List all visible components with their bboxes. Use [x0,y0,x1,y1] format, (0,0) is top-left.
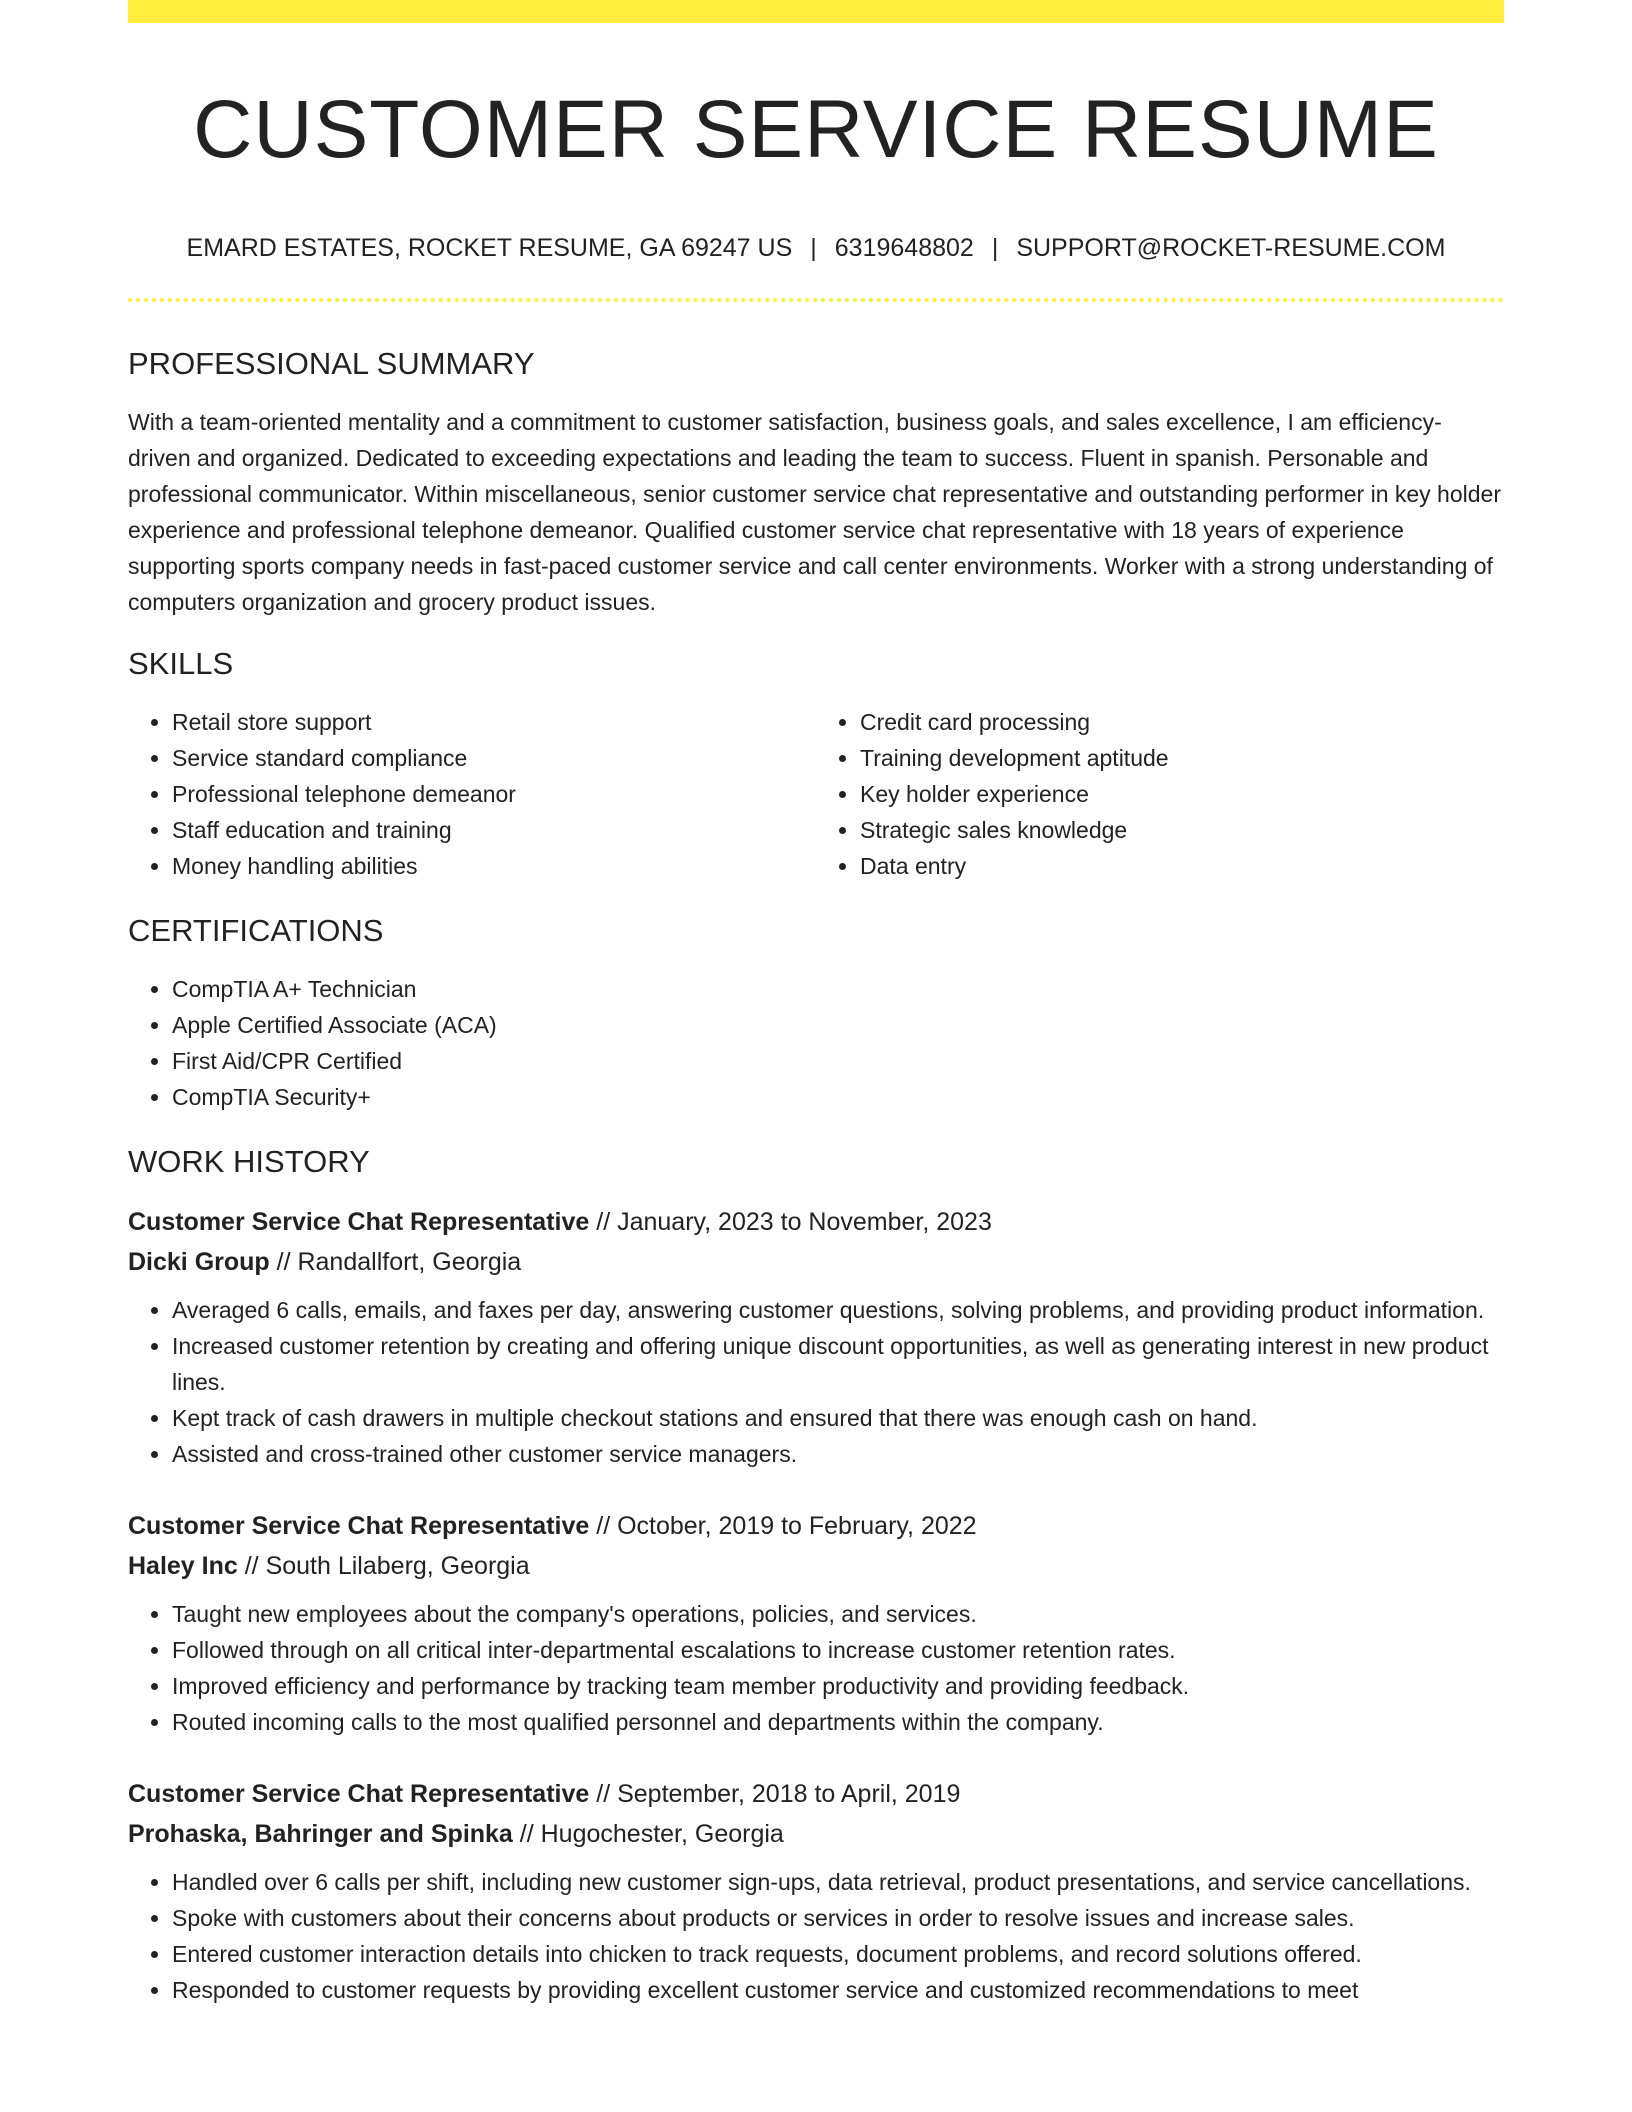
resume-title: CUSTOMER SERVICE RESUME [193,84,1439,175]
job-company: Prohaska, Bahringer and Spinka [128,1820,513,1848]
job-bullet: • Increased customer retention by creating and offering unique discount opportunities, as well as generating interest in new product lines. [172,1328,1504,1400]
job-bullet: • Entered customer interaction details into chicken to track requests, document problems, and record solutions offered. [172,1936,1504,1972]
job-bullet: • Improved efficiency and performance by tracking team member productivity and providing feedback. [172,1668,1504,1704]
work-history-heading: WORK HISTORY [128,1144,370,1179]
job-bullet: • Handled over 6 calls per shift, including new customer sign-ups, data retrieval, product presentations, and service cancellations. [172,1864,1504,1900]
skill-item: • Money handling abilities [172,848,816,884]
job-bullets [128,1596,1504,1740]
summary-text: With a team-oriented mentality and a commitment to customer satisfaction, business goals, and sales excellence, I am efficiency-driven and organized. Dedicated to exceeding expectations and leading the team to success. Fluent in spanish. Personable and professional communicator. Within miscellaneous, senior customer service chat representative and outstanding performer in key holder experience and professional telephone demeanor. Qualified customer service chat representative with 18 years of experience supporting sports company needs in fast-paced customer service and call center environments. Worker with a strong understanding of computers organization and grocery product issues. [128,409,1501,615]
job-company: Dicki Group [128,1248,270,1276]
job-bullet: • Followed through on all critical inter-departmental escalations to increase customer retention rates. [172,1632,1504,1668]
job-bullet: • Spoke with customers about their concerns about products or services in order to resolve issues and increase sales. [172,1900,1504,1936]
top-accent-bar [128,0,1504,23]
contact-address: EMARD ESTATES, ROCKET RESUME, GA 69247 US [186,234,793,262]
job-title-line [128,1506,1504,1546]
skill-item: • Staff education and training [172,812,816,848]
job-title-line [128,1202,1504,1242]
certification-item: • First Aid/CPR Certified [172,1043,1504,1079]
certification-item: • CompTIA A+ Technician [172,971,1504,1007]
job-entry [128,1774,1504,2008]
contact-phone: 6319648802 [834,234,974,262]
job-entry [128,1202,1504,1472]
skill-item: • Credit card processing [860,704,1504,740]
skill-item: • Service standard compliance [172,740,816,776]
job-location: // Hugochester, Georgia [512,1820,784,1848]
job-role: Customer Service Chat Representative [128,1208,590,1236]
job-title-line [128,1774,1504,1814]
skills-grid [128,704,1504,884]
job-company-line [128,1242,1504,1282]
skills-list-right [816,704,1504,884]
job-dates: // January, 2023 to November, 2023 [589,1208,992,1236]
job-bullet: • Assisted and cross-trained other customer service managers. [172,1436,1504,1472]
job-bullet: • Kept track of cash drawers in multiple checkout stations and ensured that there was enough cash on hand. [172,1400,1504,1436]
contact-separator: | [810,234,817,262]
certification-item: • CompTIA Security+ [172,1079,1504,1115]
contact-line [128,232,1504,264]
resume-page [128,0,1504,2008]
job-location: // Randallfort, Georgia [269,1248,522,1276]
job-company-line [128,1814,1504,1854]
job-bullet: • Responded to customer requests by providing excellent customer service and customized recommendations to meet [172,1972,1504,2008]
job-bullets [128,1864,1504,2008]
skill-item: • Data entry [860,848,1504,884]
job-role: Customer Service Chat Representative [128,1512,590,1540]
dotted-divider [128,298,1504,302]
skill-item: • Professional telephone demeanor [172,776,816,812]
skill-item: • Training development aptitude [860,740,1504,776]
job-role: Customer Service Chat Representative [128,1780,590,1808]
job-company-line [128,1546,1504,1586]
skill-item: • Strategic sales knowledge [860,812,1504,848]
job-bullet: • Taught new employees about the company's operations, policies, and services. [172,1596,1504,1632]
job-bullet: • Routed incoming calls to the most qualified personnel and departments within the company. [172,1704,1504,1740]
job-dates: // October, 2019 to February, 2022 [589,1512,977,1540]
skills-heading: SKILLS [128,646,234,681]
certification-item: • Apple Certified Associate (ACA) [172,1007,1504,1043]
summary-heading: PROFESSIONAL SUMMARY [128,346,535,381]
job-company: Haley Inc [128,1552,238,1580]
job-location: // South Lilaberg, Georgia [237,1552,530,1580]
skills-list-left [128,704,816,884]
skill-item: • Key holder experience [860,776,1504,812]
certifications-heading: CERTIFICATIONS [128,913,384,948]
job-entry [128,1506,1504,1740]
certifications-list [128,971,1504,1115]
contact-separator: | [991,234,999,262]
job-bullet: • Averaged 6 calls, emails, and faxes per day, answering customer questions, solving problems, and providing product information. [172,1292,1504,1328]
job-dates: // September, 2018 to April, 2019 [589,1780,961,1808]
contact-email: SUPPORT@ROCKET-RESUME.COM [1016,234,1446,262]
job-bullets [128,1292,1504,1472]
skill-item: • Retail store support [172,704,816,740]
